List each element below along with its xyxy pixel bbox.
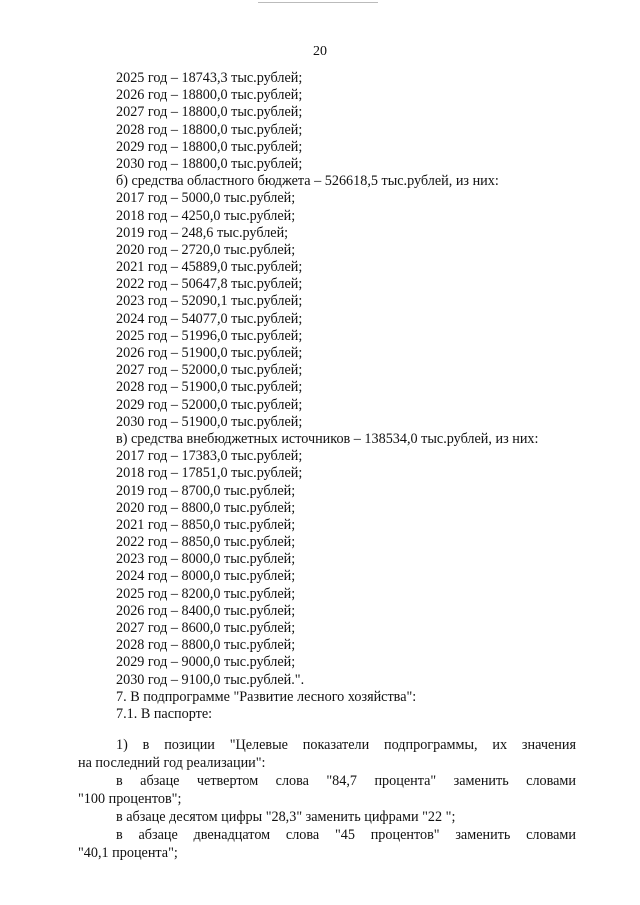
list-line: 2025 год – 8200,0 тыс.рублей; (116, 585, 296, 602)
list-line: 2027 год – 52000,0 тыс.рублей; (116, 362, 303, 379)
list-line: 2029 год – 52000,0 тыс.рублей; (116, 396, 303, 413)
page-number: 20 (313, 44, 327, 59)
paragraph-targets (78, 736, 576, 772)
list-line: 2028 год – 18800,0 тыс.рублей; (116, 121, 303, 138)
list-line: 2026 год – 51900,0 тыс.рублей; (116, 345, 303, 361)
list-line: 2020 год – 8800,0 тыс.рублей; (116, 499, 296, 516)
list-line: 2025 год – 51996,0 тыс.рублей; (116, 327, 303, 344)
section-heading-regional: б) средства областного бюджета – 526618,5 тыс.рублей, из них: (116, 173, 499, 190)
amounts-list (116, 70, 586, 723)
list-line: 2018 год – 4250,0 тыс.рублей; (116, 207, 296, 224)
list-line: 2030 год – 18800,0 тыс.рублей; (116, 155, 303, 172)
list-line: 2030 год – 9100,0 тыс.рублей.". (116, 671, 305, 688)
list-line: 2017 год – 17383,0 тыс.рублей; (116, 448, 303, 465)
section-heading-extrabudget: в) средства внебюджетных источников – 138534,0 тыс.рублей, из них: (116, 430, 539, 447)
paragraph-abzac-12 (78, 826, 576, 862)
list-line: 2025 год – 18743,3 тыс.рублей; (116, 70, 303, 86)
list-line: 2017 год – 5000,0 тыс.рублей; (116, 190, 296, 207)
list-line: 2028 год – 8800,0 тыс.рублей; (116, 637, 296, 654)
subprogram-heading: 7. В подпрограмме "Развитие лесного хозяйства": (116, 688, 417, 705)
paragraph-continuation: "40,1 процента"; (78, 845, 178, 861)
top-rule (258, 2, 378, 3)
list-line: 2029 год – 9000,0 тыс.рублей; (116, 654, 296, 671)
paragraph-abzac-4 (78, 772, 576, 808)
paragraph-first-line: 1) в позиции "Целевые показатели подпрограммы, их значения (116, 737, 576, 753)
list-line: 2028 год – 51900,0 тыс.рублей; (116, 379, 303, 396)
paragraph-abzac-10: в абзаце десятом цифры "28,3" заменить цифрами "22 "; (116, 809, 456, 825)
paragraph-continuation: "100 процентов"; (78, 791, 182, 807)
list-line: 2021 год – 45889,0 тыс.рублей; (116, 259, 303, 276)
list-line: 2022 год – 8850,0 тыс.рублей; (116, 534, 296, 551)
list-line: 2030 год – 51900,0 тыс.рублей; (116, 413, 303, 430)
list-line: 2026 год – 18800,0 тыс.рублей; (116, 87, 303, 104)
paragraph-first-line: в абзаце четвертом слова "84,7 процента" заменить словами (116, 773, 576, 789)
list-line: 2019 год – 248,6 тыс.рублей; (116, 224, 289, 241)
list-line: 2018 год – 17851,0 тыс.рублей; (116, 465, 303, 482)
list-line: 2021 год – 8850,0 тыс.рублей; (116, 516, 296, 533)
list-line: 2024 год – 54077,0 тыс.рублей; (116, 310, 303, 327)
list-line: 2029 год – 18800,0 тыс.рублей; (116, 138, 303, 155)
list-line: 2023 год – 52090,1 тыс.рублей; (116, 293, 303, 310)
list-line: 2020 год – 2720,0 тыс.рублей; (116, 241, 296, 258)
list-line: 2023 год – 8000,0 тыс.рублей; (116, 551, 296, 568)
list-line: 2022 год – 50647,8 тыс.рублей; (116, 276, 303, 293)
list-line: 2026 год – 8400,0 тыс.рублей; (116, 602, 296, 619)
paragraph-continuation: на последний год реализации": (78, 755, 266, 771)
list-line: 2027 год – 8600,0 тыс.рублей; (116, 620, 296, 636)
list-line: 2027 год – 18800,0 тыс.рублей; (116, 104, 303, 121)
list-line: 2024 год – 8000,0 тыс.рублей; (116, 568, 296, 585)
passport-heading: 7.1. В паспорте: (116, 705, 213, 722)
list-line: 2019 год – 8700,0 тыс.рублей; (116, 482, 296, 499)
paragraph-first-line: в абзаце двенадцатом слова "45 процентов" заменить словами (116, 827, 576, 843)
